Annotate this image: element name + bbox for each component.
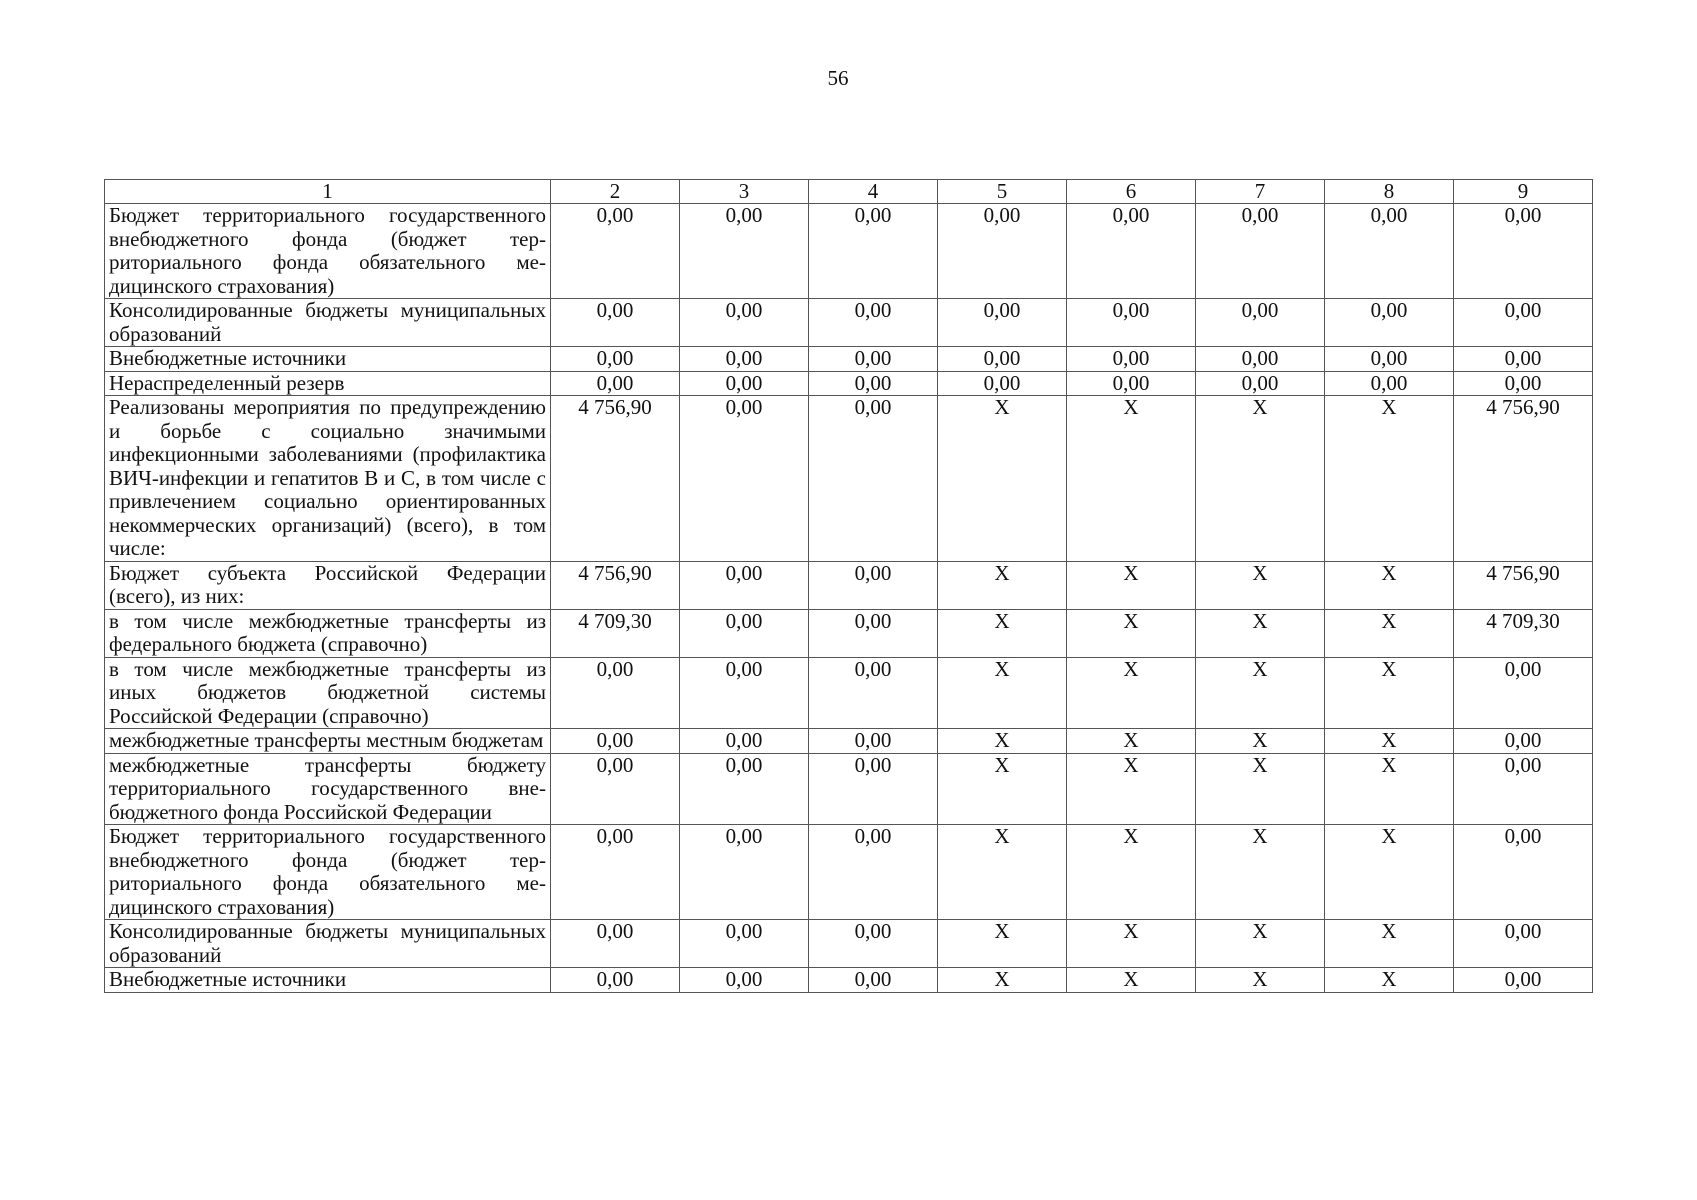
cell-value: 0,00 <box>1454 657 1593 729</box>
cell-value: X <box>1067 968 1196 993</box>
cell-value: 4 756,90 <box>1454 561 1593 609</box>
cell-value: 4 756,90 <box>551 396 680 562</box>
cell-value: 0,00 <box>551 371 680 396</box>
row-label: Внебюджетные источники <box>105 347 551 372</box>
cell-value: 0,00 <box>1325 371 1454 396</box>
cell-value: 0,00 <box>809 299 938 347</box>
cell-value: X <box>1325 920 1454 968</box>
cell-value: 4 709,30 <box>551 609 680 657</box>
cell-value: 0,00 <box>1454 753 1593 825</box>
column-header: 7 <box>1196 180 1325 204</box>
cell-value: 0,00 <box>1196 371 1325 396</box>
cell-value: X <box>938 561 1067 609</box>
cell-value: 0,00 <box>809 204 938 299</box>
cell-value: X <box>938 753 1067 825</box>
cell-value: 0,00 <box>551 825 680 920</box>
cell-value: 0,00 <box>809 825 938 920</box>
cell-value: X <box>1067 825 1196 920</box>
cell-value: 0,00 <box>809 753 938 825</box>
cell-value: 0,00 <box>1067 299 1196 347</box>
cell-value: X <box>1196 968 1325 993</box>
cell-value: 0,00 <box>809 729 938 754</box>
cell-value: 0,00 <box>1454 968 1593 993</box>
cell-value: 0,00 <box>809 371 938 396</box>
cell-value: 4 756,90 <box>551 561 680 609</box>
cell-value: 0,00 <box>938 371 1067 396</box>
cell-value: 0,00 <box>1067 347 1196 372</box>
cell-value: X <box>938 825 1067 920</box>
column-header: 3 <box>680 180 809 204</box>
table-row <box>105 299 1593 347</box>
cell-value: X <box>1325 561 1454 609</box>
cell-value: X <box>1325 753 1454 825</box>
cell-value: X <box>1325 968 1454 993</box>
column-header: 2 <box>551 180 680 204</box>
cell-value: X <box>1196 825 1325 920</box>
cell-value: X <box>938 920 1067 968</box>
cell-value: 0,00 <box>1454 729 1593 754</box>
cell-value: 0,00 <box>680 609 809 657</box>
budget-table <box>104 179 1593 993</box>
cell-value: X <box>1325 657 1454 729</box>
cell-value: 0,00 <box>680 729 809 754</box>
cell-value: 0,00 <box>1196 347 1325 372</box>
cell-value: X <box>1067 657 1196 729</box>
row-label: Консолидированные бюджеты муниципальных образований <box>105 920 551 968</box>
table-row <box>105 396 1593 562</box>
cell-value: 0,00 <box>1325 347 1454 372</box>
table-row <box>105 371 1593 396</box>
cell-value: 0,00 <box>551 968 680 993</box>
cell-value: 0,00 <box>680 396 809 562</box>
cell-value: 0,00 <box>1454 204 1593 299</box>
row-label: Консолидированные бюджеты муниципальных образований <box>105 299 551 347</box>
cell-value: 4 709,30 <box>1454 609 1593 657</box>
column-header: 9 <box>1454 180 1593 204</box>
cell-value: X <box>1196 657 1325 729</box>
cell-value: 0,00 <box>680 347 809 372</box>
row-label: Бюджет территориального государственного внебюджетного фонда (бюджет территориального фонда обязательного медицинского страхования) <box>105 825 551 920</box>
cell-value: 0,00 <box>680 920 809 968</box>
cell-value: 0,00 <box>1454 825 1593 920</box>
table-row <box>105 347 1593 372</box>
cell-value: 0,00 <box>680 204 809 299</box>
row-label: межбюджетные трансферты местным бюджетам <box>105 729 551 754</box>
cell-value: X <box>938 729 1067 754</box>
cell-value: 0,00 <box>1196 204 1325 299</box>
cell-value: 4 756,90 <box>1454 396 1593 562</box>
cell-value: X <box>1196 729 1325 754</box>
cell-value: 0,00 <box>938 347 1067 372</box>
cell-value: 0,00 <box>809 968 938 993</box>
cell-value: X <box>1067 920 1196 968</box>
table-row <box>105 968 1593 993</box>
row-label: Бюджет субъекта Российской Федерации (всего), из них: <box>105 561 551 609</box>
cell-value: 0,00 <box>809 920 938 968</box>
cell-value: 0,00 <box>1454 371 1593 396</box>
table-row <box>105 729 1593 754</box>
cell-value: 0,00 <box>809 609 938 657</box>
cell-value: 0,00 <box>551 347 680 372</box>
table-row <box>105 920 1593 968</box>
cell-value: 0,00 <box>551 920 680 968</box>
cell-value: 0,00 <box>1067 371 1196 396</box>
cell-value: 0,00 <box>551 299 680 347</box>
table-row <box>105 753 1593 825</box>
column-header: 4 <box>809 180 938 204</box>
cell-value: 0,00 <box>680 371 809 396</box>
table-row <box>105 561 1593 609</box>
cell-value: 0,00 <box>938 204 1067 299</box>
cell-value: 0,00 <box>680 561 809 609</box>
cell-value: X <box>938 396 1067 562</box>
cell-value: 0,00 <box>680 753 809 825</box>
table-row <box>105 825 1593 920</box>
table-row <box>105 609 1593 657</box>
cell-value: X <box>1196 396 1325 562</box>
cell-value: X <box>938 609 1067 657</box>
column-header: 8 <box>1325 180 1454 204</box>
cell-value: X <box>1325 609 1454 657</box>
table-header <box>105 180 1593 204</box>
row-label: в том числе межбюджетные трансферты из иных бюджетов бюджетной системы Российской Федерации (справочно) <box>105 657 551 729</box>
cell-value: X <box>1067 753 1196 825</box>
header-row <box>105 180 1593 204</box>
cell-value: X <box>1196 561 1325 609</box>
cell-value: 0,00 <box>938 299 1067 347</box>
cell-value: 0,00 <box>680 299 809 347</box>
cell-value: 0,00 <box>680 657 809 729</box>
cell-value: 0,00 <box>551 204 680 299</box>
cell-value: 0,00 <box>1067 204 1196 299</box>
cell-value: 0,00 <box>551 753 680 825</box>
table-row <box>105 657 1593 729</box>
cell-value: X <box>1196 609 1325 657</box>
row-label: Реализованы мероприятия по предупреждению и борьбе с социально значимыми инфекционными заболеваниями (профилактика ВИЧ-инфекции и гепатитов В и С, в том числе с привлечением социально ориентированных некоммерческих организаций) (всего), в том числе: <box>105 396 551 562</box>
cell-value: 0,00 <box>1454 347 1593 372</box>
cell-value: X <box>1067 396 1196 562</box>
page-number: 56 <box>827 66 849 90</box>
cell-value: X <box>1325 396 1454 562</box>
column-header: 5 <box>938 180 1067 204</box>
cell-value: X <box>1067 729 1196 754</box>
column-header: 6 <box>1067 180 1196 204</box>
cell-value: X <box>1325 729 1454 754</box>
cell-value: 0,00 <box>809 347 938 372</box>
cell-value: 0,00 <box>809 561 938 609</box>
cell-value: X <box>1067 561 1196 609</box>
cell-value: X <box>1067 609 1196 657</box>
cell-value: X <box>938 968 1067 993</box>
row-label: в том числе межбюджетные трансферты из федерального бюджета (справочно) <box>105 609 551 657</box>
cell-value: 0,00 <box>1196 299 1325 347</box>
cell-value: X <box>1325 825 1454 920</box>
cell-value: 0,00 <box>809 657 938 729</box>
row-label: Внебюджетные источники <box>105 968 551 993</box>
row-label: Нераспределенный резерв <box>105 371 551 396</box>
cell-value: 0,00 <box>1325 299 1454 347</box>
table-row <box>105 204 1593 299</box>
table-body <box>105 204 1593 993</box>
cell-value: X <box>938 657 1067 729</box>
cell-value: 0,00 <box>1454 920 1593 968</box>
row-label: межбюджетные трансферты бюджету территориального государственного внебюджетного фонда Российской Федерации <box>105 753 551 825</box>
cell-value: 0,00 <box>680 825 809 920</box>
cell-value: 0,00 <box>551 729 680 754</box>
cell-value: X <box>1196 753 1325 825</box>
cell-value: 0,00 <box>1454 299 1593 347</box>
column-header: 1 <box>105 180 551 204</box>
cell-value: X <box>1196 920 1325 968</box>
row-label: Бюджет территориального государственного внебюджетного фонда (бюджет территориального фонда обязательного медицинского страхования) <box>105 204 551 299</box>
cell-value: 0,00 <box>1325 204 1454 299</box>
cell-value: 0,00 <box>809 396 938 562</box>
cell-value: 0,00 <box>551 657 680 729</box>
cell-value: 0,00 <box>680 968 809 993</box>
